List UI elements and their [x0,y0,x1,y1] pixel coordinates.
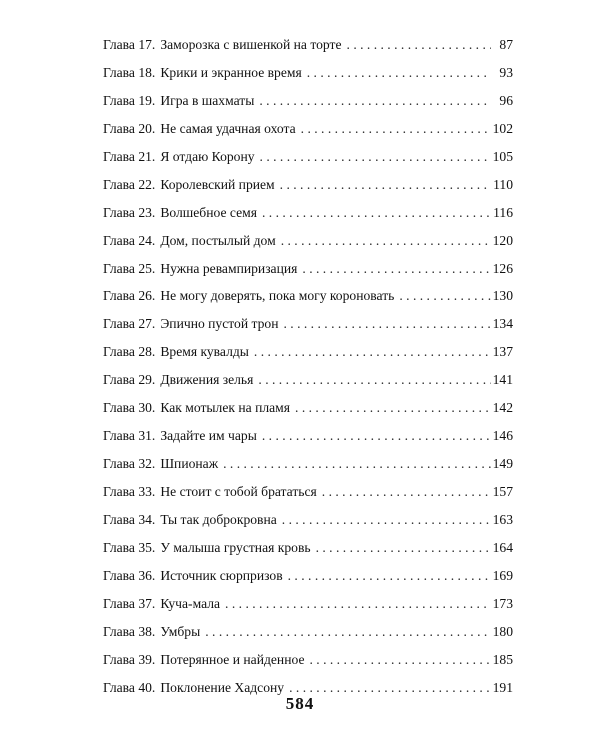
dot-leader [280,175,491,195]
chapter-title: Движения зелья [160,372,254,388]
chapter-label: Глава 30. [103,400,156,416]
chapter-page-number: 141 [492,372,513,388]
chapter-title: Куча-мала [160,595,221,611]
toc-entry [103,538,513,566]
chapter-page-number: 116 [493,204,513,220]
toc-entry [103,342,513,370]
toc-entry [103,91,513,119]
chapter-label: Глава 34. [103,511,156,527]
chapter-title: Игра в шахматы [160,92,255,108]
chapter-label: Глава 31. [103,428,156,444]
toc-entry [103,63,513,91]
chapter-title: Как мотылек на пламя [160,400,291,416]
chapter-title: Потерянное и найденное [160,651,305,667]
chapter-title: Не могу доверять, пока могу короновать [160,288,395,304]
chapter-title: Заморозка с вишенкой на торте [160,37,342,52]
chapter-title: Не самая удачная охота [160,120,296,136]
dot-leader [205,622,490,642]
dot-leader [309,650,490,670]
dot-leader [316,538,491,558]
chapter-title: Время кувалды [160,344,249,360]
chapter-page-number: 164 [492,539,513,555]
toc-entry [103,35,513,63]
dot-leader [281,231,491,251]
chapter-label: Глава 27. [103,316,156,332]
chapter-title: Источник сюрпризов [160,567,283,583]
chapter-page-number: 142 [492,400,513,416]
toc-entry [103,259,513,287]
chapter-title: Волшебное семя [160,204,257,220]
toc-entry [103,650,513,678]
chapter-page-number: 87 [499,37,513,52]
chapter-title: Поклонение Хадсону [160,679,285,695]
chapter-page-number: 157 [492,484,513,499]
chapter-label: Глава 38. [103,623,156,639]
chapter-title: Крики и экранное время [160,64,302,80]
toc-entry [103,370,513,398]
toc-entry [103,175,513,203]
chapter-page-number: 130 [492,288,513,304]
dot-leader [399,286,490,306]
chapter-page-number: 173 [492,595,513,611]
chapter-label: Глава 39. [103,651,156,667]
toc-entry [103,147,513,175]
page-number: 584 [285,694,315,713]
toc-entry [103,119,513,147]
chapter-page-number: 169 [492,567,513,583]
dot-leader [260,147,491,167]
chapter-page-number: 149 [492,456,513,472]
dot-leader [262,426,491,446]
dot-leader [282,510,491,530]
dot-leader [283,314,490,334]
chapter-label: Глава 40. [103,679,156,695]
dot-leader [307,63,491,83]
chapter-page-number: 191 [492,679,513,695]
chapter-page-number: 146 [492,428,513,444]
chapter-page-number: 105 [492,148,513,164]
dot-leader [258,370,490,390]
chapter-title: Королевский прием [160,176,275,192]
chapter-title: Умбры [160,623,201,639]
chapter-title: Шпионаж [160,456,219,472]
dot-leader [254,342,491,362]
chapter-label: Глава 33. [103,484,156,499]
chapter-title: Ты так доброкровна [160,511,277,527]
chapter-label: Глава 29. [103,372,156,388]
chapter-page-number: 120 [492,232,513,248]
chapter-page-number: 110 [493,176,513,192]
chapter-page-number: 126 [492,260,513,276]
chapter-page-number: 134 [492,316,513,332]
dot-leader [322,482,491,502]
dot-leader [295,398,491,418]
chapter-label: Глава 35. [103,539,156,555]
toc-entry [103,566,513,594]
toc-entry [103,426,513,454]
dot-leader [262,203,491,223]
chapter-page-number: 137 [492,344,513,360]
chapter-title: Я отдаю Корону [160,148,255,164]
chapter-label: Глава 20. [103,120,156,136]
dot-leader [288,566,491,586]
chapter-label: Глава 32. [103,456,156,472]
dot-leader [223,454,491,474]
table-of-contents [103,35,513,706]
chapter-title: Не стоит с тобой брататься [160,484,317,499]
toc-entry [103,482,513,510]
chapter-title: Задайте им чары [160,428,257,444]
chapter-page-number: 93 [499,64,513,80]
chapter-label: Глава 36. [103,567,156,583]
chapter-label: Глава 26. [103,288,156,304]
dot-leader [302,259,490,279]
toc-entry [103,203,513,231]
chapter-label: Глава 28. [103,344,156,360]
chapter-label: Глава 19. [103,92,156,108]
chapter-page-number: 102 [492,120,513,136]
toc-entry [103,622,513,650]
toc-entry [103,231,513,259]
chapter-label: Глава 37. [103,595,156,611]
chapter-title: Эпично пустой трон [160,316,279,332]
toc-entry [103,398,513,426]
chapter-label: Глава 25. [103,260,156,276]
toc-entry [103,510,513,538]
chapter-page-number: 185 [492,651,513,667]
dot-leader [347,35,491,55]
chapter-page-number: 180 [492,623,513,639]
toc-entry [103,314,513,342]
dot-leader [259,91,491,111]
chapter-title: У малыша грустная кровь [160,539,311,555]
chapter-title: Нужна ревампиризация [160,260,298,276]
chapter-label: Глава 23. [103,204,156,220]
toc-entry [103,286,513,314]
chapter-page-number: 96 [499,92,513,108]
dot-leader [225,594,491,614]
dot-leader [301,119,491,139]
chapter-label: Глава 18. [103,64,156,80]
toc-entry [103,454,513,482]
chapter-label: Глава 17. [103,37,156,52]
chapter-page-number: 163 [492,511,513,527]
chapter-label: Глава 21. [103,148,156,164]
chapter-title: Дом, постылый дом [160,232,276,248]
toc-entry [103,594,513,622]
chapter-label: Глава 24. [103,232,156,248]
chapter-label: Глава 22. [103,176,156,192]
